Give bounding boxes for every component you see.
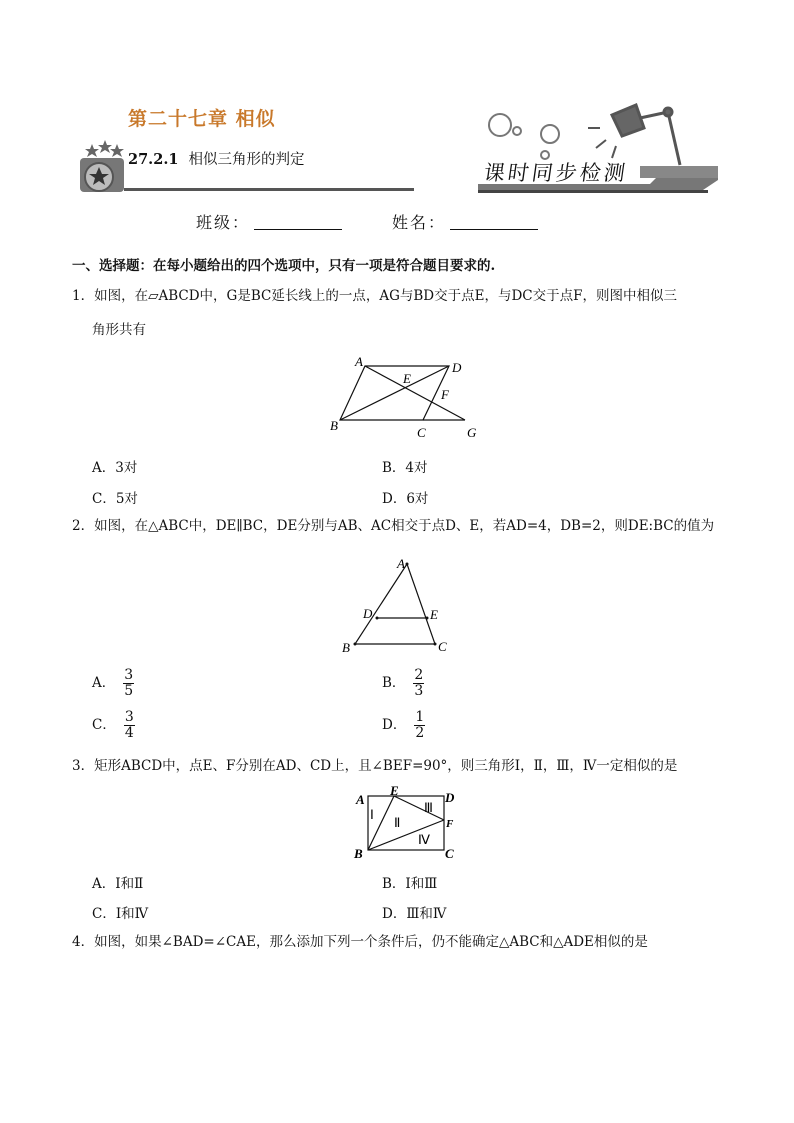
q1-option-a[interactable]: A．3对	[92, 460, 138, 476]
question-3-number: 3．	[72, 758, 95, 774]
chapter-title: 第二十七章 相似	[128, 108, 276, 130]
question-3	[72, 756, 732, 776]
q2-option-b-den: 3	[414, 683, 424, 699]
bubble-decoration	[489, 114, 559, 159]
fig1-label-f: F	[441, 387, 449, 402]
fig3-region-2: Ⅱ	[394, 815, 401, 830]
q2-option-d[interactable]	[382, 710, 425, 741]
question-3-figure	[348, 786, 464, 860]
fig3-label-f: F	[446, 818, 454, 830]
fig1-label-a: A	[355, 354, 363, 369]
q2-option-c-fraction	[124, 710, 135, 741]
question-3-text: 矩形ABCD中，点E、F分别在AD、CD上，且∠BEF=90°，则三角形Ⅰ，Ⅱ，Ⅲ，Ⅳ一定相似的是	[94, 758, 678, 774]
class-label: 班级：	[196, 213, 251, 232]
fig3-label-c: C	[445, 846, 454, 860]
q2-option-d-den: 2	[415, 725, 425, 741]
medal-icon	[80, 158, 124, 192]
fig2-label-a: A	[397, 556, 405, 571]
q2-option-b-fraction	[413, 668, 424, 699]
section-heading	[128, 148, 304, 169]
fig1-label-c: C	[417, 425, 426, 440]
question-1	[72, 286, 732, 306]
q1-option-d[interactable]: D．6对	[382, 491, 429, 507]
question-1-text-line2: 角形共有	[92, 322, 146, 338]
name-label: 姓名：	[392, 213, 447, 232]
q3-option-d[interactable]: D．Ⅲ和Ⅳ	[382, 906, 447, 922]
name-blank[interactable]	[450, 215, 538, 230]
fig3-region-3: Ⅲ	[424, 800, 433, 815]
choice-section-heading: 一、选择题：在每小题给出的四个选项中，只有一项是符合题目要求的.	[72, 258, 496, 274]
q2-option-c-den: 4	[124, 725, 134, 741]
q2-option-b[interactable]	[382, 668, 424, 699]
question-4-number: 4．	[72, 934, 95, 950]
q2-option-a-den: 5	[124, 683, 134, 699]
q2-option-a-fraction	[123, 668, 134, 699]
q1-option-c[interactable]: C．5对	[92, 491, 138, 507]
q2-option-a-num: 3	[124, 667, 134, 683]
q1-option-b[interactable]: B．4对	[382, 460, 428, 476]
q2-option-b-letter: B．	[382, 675, 406, 691]
section-number: 27.2.1	[128, 151, 179, 168]
question-2	[72, 516, 732, 536]
q2-option-c-num: 3	[124, 709, 134, 725]
q3-option-b[interactable]: B．Ⅰ和Ⅲ	[382, 876, 438, 892]
fig3-label-e: E	[390, 786, 399, 798]
fig3-label-b: B	[354, 846, 363, 860]
q2-option-a[interactable]	[92, 668, 134, 699]
question-1-figure	[325, 352, 485, 442]
fig3-region-4: Ⅳ	[418, 832, 430, 847]
fig1-label-e: E	[403, 371, 411, 386]
fig2-label-c: C	[438, 639, 447, 654]
class-blank[interactable]	[254, 215, 342, 230]
q3-option-a[interactable]: A．Ⅰ和Ⅱ	[92, 876, 144, 892]
fig2-label-d: D	[363, 606, 373, 621]
question-2-number: 2．	[72, 518, 95, 534]
q3-option-c[interactable]: C．Ⅰ和Ⅳ	[92, 906, 149, 922]
q2-option-c-letter: C．	[92, 717, 116, 733]
fig1-label-g: G	[467, 425, 477, 440]
name-field[interactable]	[392, 210, 538, 233]
fig3-region-1: Ⅰ	[370, 807, 374, 822]
fig2-label-b: B	[342, 640, 350, 655]
question-2-figure	[335, 552, 475, 658]
q2-option-d-fraction	[414, 710, 425, 741]
q2-option-d-num: 1	[415, 709, 425, 725]
desk-lamp-icon	[588, 105, 680, 165]
header-banner	[0, 0, 794, 200]
q2-option-b-num: 2	[414, 667, 424, 683]
question-4	[72, 932, 732, 952]
fig1-label-d: D	[452, 360, 462, 375]
question-1-number: 1．	[72, 288, 95, 304]
q2-option-d-letter: D．	[382, 717, 407, 733]
question-4-text: 如图，如果∠BAD=∠CAE，那么添加下列一个条件后，仍不能确定△ABC和△ADE相似的是	[94, 934, 648, 950]
fig3-label-a: A	[356, 792, 365, 807]
fig1-label-b: B	[330, 418, 338, 433]
class-field[interactable]	[196, 210, 342, 233]
fig3-label-d: D	[445, 790, 455, 805]
question-2-text: 如图，在△ABC中，DE∥BC，DE分别与AB、AC相交于点D、E，若AD=4，DB=2，则DE:BC的值为	[94, 518, 715, 534]
fig2-label-e: E	[430, 607, 438, 622]
star-icons	[85, 140, 124, 157]
banner-text: 课时同步检测	[482, 161, 630, 185]
q2-option-a-letter: A．	[92, 675, 116, 691]
question-1-text-line1: 如图，在▱ABCD中，G是BC延长线上的一点，AG与BD交于点E，与DC交于点F，则图中相似三	[94, 288, 677, 304]
section-title: 相似三角形的判定	[188, 152, 305, 168]
q2-option-c[interactable]	[92, 710, 135, 741]
